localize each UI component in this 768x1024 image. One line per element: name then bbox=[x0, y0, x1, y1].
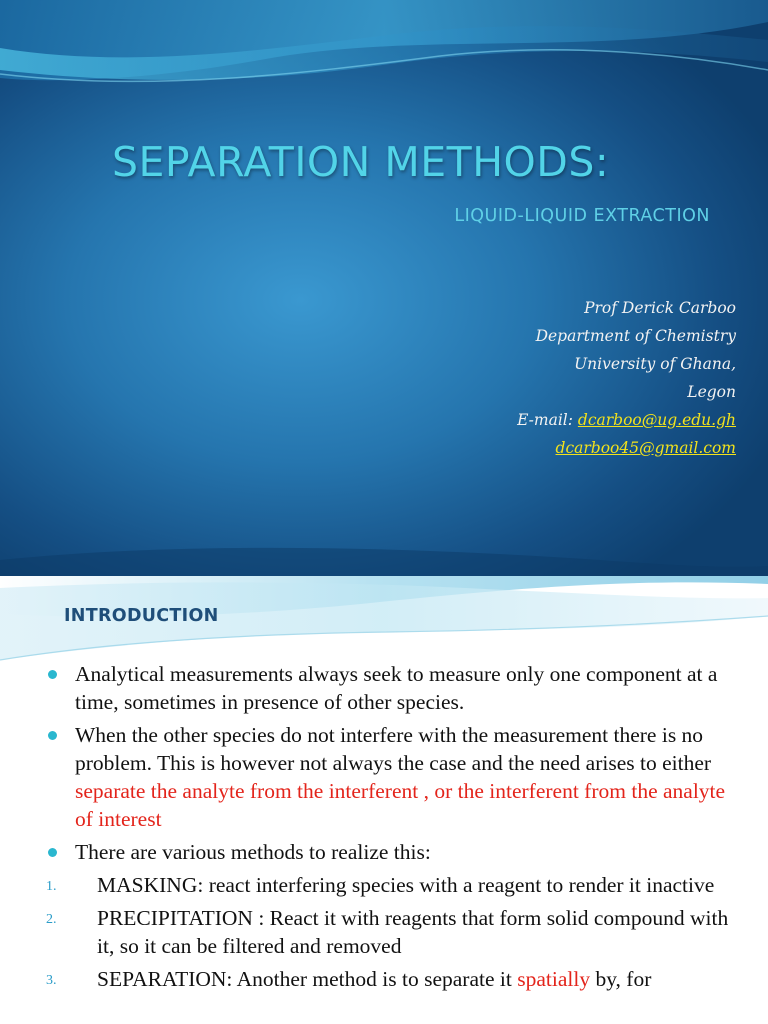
bullet-text: There are various methods to realize this: bbox=[75, 840, 431, 864]
author-university: University of Ghana, bbox=[574, 355, 736, 373]
slide-heading: INTRODUCTION bbox=[64, 606, 219, 626]
author-email-line-2 bbox=[356, 434, 736, 462]
author-name: Prof Derick Carboo bbox=[584, 299, 736, 317]
author-department: Department of Chemistry bbox=[535, 327, 736, 345]
author-city: Legon bbox=[687, 383, 736, 401]
bullet-dot bbox=[48, 670, 57, 679]
email-link-primary[interactable]: dcarboo@ug.edu.gh bbox=[577, 411, 736, 429]
numbered-text: MASKING: react interfering species with a reagent to render it inactive bbox=[97, 873, 715, 897]
numbered-text: SEPARATION: Another method is to separate it bbox=[97, 967, 518, 991]
numbered-item bbox=[42, 965, 742, 993]
list-number: 3. bbox=[46, 973, 57, 988]
slide-subtitle: LIQUID-LIQUID EXTRACTION bbox=[454, 206, 710, 226]
bullet-dot bbox=[48, 848, 57, 857]
introduction-slide bbox=[0, 576, 768, 1024]
bullet-item bbox=[42, 838, 742, 866]
list-number: 2. bbox=[46, 912, 57, 927]
numbered-text: PRECIPITATION : React it with reagents that form solid compound with it, so it can be filtered and removed bbox=[97, 906, 729, 958]
bullet-text: Analytical measurements always seek to measure only one component at a time, sometimes in presence of other species. bbox=[75, 662, 718, 714]
bullet-text-wrapper bbox=[75, 721, 742, 833]
bullet-item bbox=[42, 660, 742, 716]
bullet-highlight: separate the analyte from the interferent , or the interferent from the analyte of interest bbox=[75, 779, 726, 831]
email-link-secondary[interactable]: dcarboo45@gmail.com bbox=[555, 439, 736, 457]
bullet-item bbox=[42, 721, 742, 833]
list-number: 1. bbox=[46, 879, 57, 894]
numbered-highlight: spatially bbox=[517, 967, 591, 991]
email-label: E-mail: bbox=[517, 411, 578, 429]
author-email-line bbox=[356, 406, 736, 434]
numbered-item bbox=[42, 871, 742, 899]
numbered-text-after: by, for bbox=[590, 967, 652, 991]
slide-content bbox=[42, 660, 742, 998]
bullet-text: When the other species do not interfere with the measurement there is no problem. This is however not always the case and the need arises to either bbox=[75, 723, 712, 775]
author-block bbox=[356, 294, 736, 462]
numbered-item bbox=[42, 904, 742, 960]
slide-title: SEPARATION METHODS: bbox=[112, 138, 610, 186]
bullet-dot bbox=[48, 731, 57, 740]
numbered-text-wrapper bbox=[97, 965, 742, 993]
